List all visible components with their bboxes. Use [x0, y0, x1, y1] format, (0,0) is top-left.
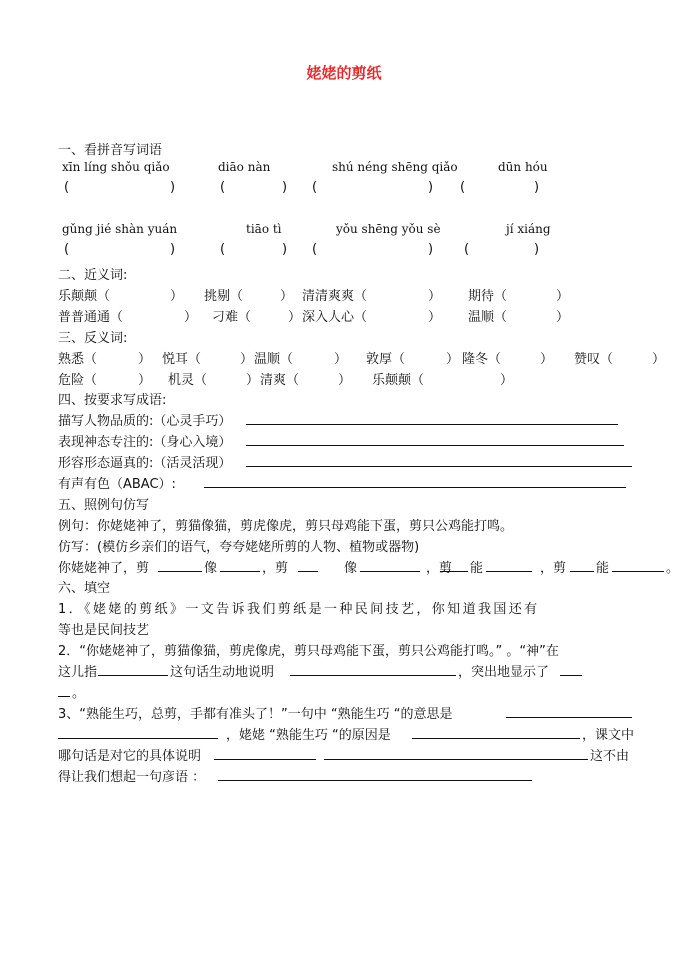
answer-line[interactable] — [440, 571, 468, 572]
question-2-text: 。 — [72, 686, 86, 701]
antonym-item: 敦厚（ — [366, 352, 406, 367]
question-1-text: 1．《姥姥的剪纸》一文告诉我们剪纸是一种民间技艺，你知道我国还有 — [58, 602, 540, 617]
question-3-text: 这不由 — [590, 749, 630, 764]
answer-line[interactable] — [246, 424, 618, 425]
pinyin-item: tiāo tì — [246, 222, 282, 236]
imitate-text: ，剪 — [540, 561, 567, 576]
answer-paren-open: ( — [460, 180, 466, 195]
answer-paren-close: ) — [428, 180, 434, 195]
answer-line[interactable] — [290, 675, 456, 676]
imitate-text: 像 — [204, 561, 218, 576]
imitate-text: ，剪 — [262, 561, 289, 576]
imitate-instruction: 仿写：(模仿乡亲们的语气，夸夸姥姥所剪的人物、植物或器物) — [58, 540, 420, 555]
answer-line[interactable] — [298, 571, 318, 572]
antonym-item: ） — [338, 373, 352, 388]
antonym-item: ） — [446, 352, 460, 367]
antonym-item: ） — [540, 352, 554, 367]
antonym-item: 悦耳（ — [162, 352, 202, 367]
pinyin-item: xīn líng shǒu qiǎo — [62, 160, 170, 174]
synonym-item: ） — [428, 310, 442, 325]
idiom-prompt: 形容形态逼真的:（活灵活现） — [58, 456, 232, 471]
synonym-item: 挑剔（ — [204, 289, 244, 304]
antonym-item: 危险（ — [58, 373, 98, 388]
synonym-item: ） — [428, 289, 442, 304]
answer-paren-open: ( — [64, 180, 70, 195]
antonym-item: ） — [334, 352, 348, 367]
section-6-heading: 六、填空 — [58, 581, 111, 596]
answer-line[interactable] — [486, 571, 532, 572]
imitate-text: 。 — [666, 561, 680, 576]
antonym-item: ） — [240, 352, 254, 367]
antonym-item: 清爽（ — [260, 373, 300, 388]
answer-paren-open: ( — [464, 242, 470, 257]
answer-line[interactable] — [246, 445, 624, 446]
answer-paren-close: ) — [170, 242, 176, 257]
synonym-item: 深入人心（ — [302, 310, 368, 325]
section-1-heading: 一、看拼音写词语 — [58, 143, 163, 158]
synonym-item: 乐颠颠（ — [58, 289, 111, 304]
example-sentence: 例句：你姥姥神了，剪猫像猫，剪虎像虎，剪只母鸡能下蛋，剪只公鸡能打鸣。 — [58, 519, 514, 534]
answer-line[interactable] — [560, 675, 582, 676]
answer-line[interactable] — [246, 466, 632, 467]
answer-line[interactable] — [612, 571, 664, 572]
antonym-item: ） — [138, 352, 152, 367]
synonym-item: ） — [184, 310, 198, 325]
antonym-item: 赞叹（ — [574, 352, 614, 367]
question-2-text: 这句话生动地说明 — [170, 665, 275, 680]
imitate-text: 像 — [344, 561, 358, 576]
question-1-text: 等也是民间技艺 — [58, 623, 150, 638]
question-2-text: 2．“你姥姥神了，剪猫像猫，剪虎像虎，剪只母鸡能下蛋，剪只公鸡能打鸣。” 。“神”在 — [58, 644, 559, 659]
section-3-heading: 三、反义词: — [58, 331, 128, 346]
answer-paren-close: ) — [534, 180, 540, 195]
answer-paren-close: ) — [282, 180, 288, 195]
pinyin-item: gǔng jié shàn yuán — [62, 222, 178, 236]
answer-paren-open: ( — [312, 180, 318, 195]
answer-line[interactable] — [220, 571, 260, 572]
idiom-prompt: 表现神态专注的:（身心入境） — [58, 435, 232, 450]
answer-line[interactable] — [360, 571, 420, 572]
pinyin-item: shú néng shēng qiǎo — [332, 160, 458, 174]
answer-line[interactable] — [58, 738, 218, 739]
page-title: 姥姥的剪纸 — [306, 64, 382, 82]
answer-paren-open: ( — [220, 180, 226, 195]
synonym-item: ） — [556, 289, 570, 304]
imitate-text: 你姥姥神了，剪 — [58, 561, 150, 576]
antonym-item: 熟悉（ — [58, 352, 98, 367]
answer-line[interactable] — [218, 780, 532, 781]
answer-line[interactable] — [412, 738, 580, 739]
question-3-text: ，课文中 — [582, 728, 635, 743]
imitate-text: 能 — [470, 561, 484, 576]
pinyin-item: dūn hóu — [498, 160, 548, 174]
synonym-item: 普普通通（ — [58, 310, 124, 325]
synonym-item: 期待（ — [468, 289, 508, 304]
antonym-item: ） — [500, 373, 514, 388]
answer-line[interactable] — [58, 696, 70, 697]
pinyin-item: yǒu shēng yǒu sè — [336, 222, 441, 236]
answer-paren-close: ) — [170, 180, 176, 195]
imitate-text: ，剪 — [426, 561, 453, 576]
answer-line[interactable] — [570, 571, 594, 572]
antonym-item: 温顺（ — [254, 352, 294, 367]
question-3-text: ，姥姥 “熟能生巧 “的原因是 — [226, 728, 391, 743]
answer-paren-open: ( — [220, 242, 226, 257]
section-4-heading: 四、按要求写成语: — [58, 393, 167, 408]
question-3-text: 得让我们想起一句彦语 ： — [58, 770, 206, 785]
answer-line[interactable] — [506, 717, 632, 718]
answer-line[interactable] — [98, 675, 168, 676]
synonym-item: ） — [170, 289, 184, 304]
synonym-item: 温顺（ — [468, 310, 508, 325]
answer-line[interactable] — [158, 571, 202, 572]
answer-line[interactable] — [204, 487, 626, 488]
question-3-text: 哪句话是对它的具体说明 — [58, 749, 202, 764]
answer-line[interactable] — [324, 759, 588, 760]
answer-paren-open: ( — [64, 242, 70, 257]
question-2-text: ，突出地显示了 — [458, 665, 550, 680]
antonym-item: ） — [246, 373, 260, 388]
synonym-item: ） — [280, 289, 294, 304]
antonym-item: 机灵（ — [168, 373, 208, 388]
question-2-text: 这儿指 — [58, 665, 98, 680]
antonym-item: ） — [138, 373, 152, 388]
answer-paren-open: ( — [312, 242, 318, 257]
pinyin-item: jí xiáng — [506, 222, 551, 236]
answer-paren-close: ) — [534, 242, 540, 257]
antonym-item: ） — [652, 352, 666, 367]
idiom-prompt: 描写人物品质的:（心灵手巧） — [58, 414, 232, 429]
synonym-item: ） — [556, 310, 570, 325]
idiom-prompt: 有声有色（ABAC）: — [58, 477, 176, 492]
answer-paren-close: ) — [428, 242, 434, 257]
question-3-text: 3、“熟能生巧，总剪，手都有准头了！”一句中 “熟能生巧 “的意思是 — [58, 707, 453, 722]
section-5-heading: 五、照例句仿写 — [58, 498, 150, 513]
imitate-text: 能 — [596, 561, 610, 576]
answer-line[interactable] — [214, 759, 316, 760]
synonym-item: 清清爽爽（ — [302, 289, 368, 304]
section-2-heading: 二、近义词: — [58, 268, 128, 283]
pinyin-item: diāo nàn — [218, 160, 271, 174]
synonym-item: 刁难（ — [212, 310, 252, 325]
answer-paren-close: ) — [282, 242, 288, 257]
antonym-item: 乐颠颠（ — [372, 373, 425, 388]
synonym-item: ） — [288, 310, 302, 325]
antonym-item: 隆冬（ — [462, 352, 502, 367]
